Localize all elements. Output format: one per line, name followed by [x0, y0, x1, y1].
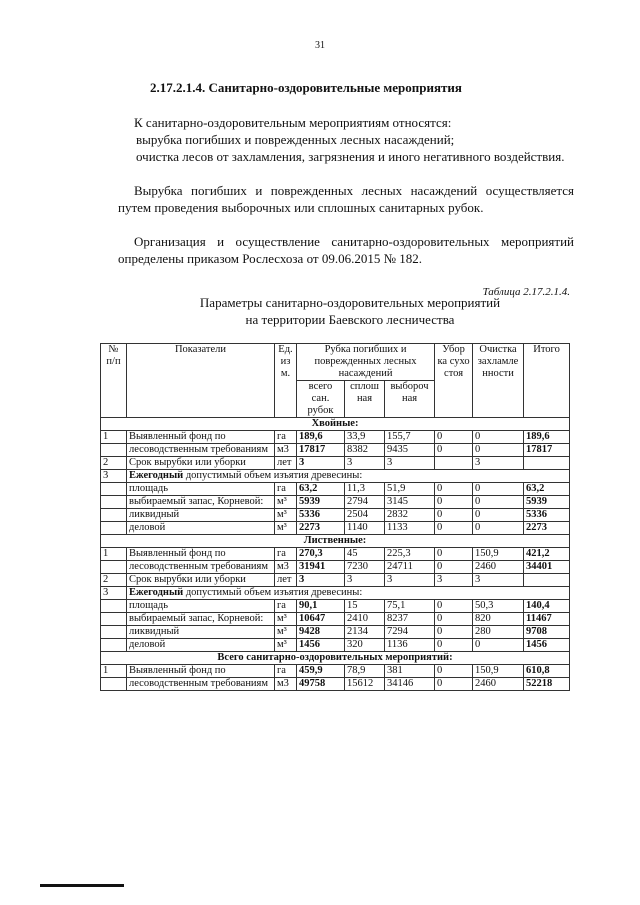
- value-cell: 34401: [524, 561, 570, 574]
- value-cell: [524, 574, 570, 587]
- annual-label-bold: Ежегодный: [129, 470, 184, 481]
- table-row: [101, 483, 570, 496]
- indicator-name: лесоводственным требованиям: [127, 444, 275, 457]
- value-cell: 270,3: [297, 548, 345, 561]
- value-cell: 1140: [345, 522, 385, 535]
- section-heading: 2.17.2.1.4. Санитарно-оздоровительные мероприятия: [150, 80, 462, 95]
- value-cell: 2410: [345, 613, 385, 626]
- header-total: Итого: [524, 344, 570, 418]
- value-cell: 140,4: [524, 600, 570, 613]
- value-cell: 2832: [385, 509, 435, 522]
- value-cell: 189,6: [524, 431, 570, 444]
- value-cell: 24711: [385, 561, 435, 574]
- annual-volume-label: [127, 470, 570, 483]
- section-row: [101, 652, 570, 665]
- table-row: [101, 431, 570, 444]
- value-cell: 0: [435, 431, 473, 444]
- row-number: [101, 509, 127, 522]
- row-number: [101, 496, 127, 509]
- value-cell: 0: [473, 509, 524, 522]
- header-felling: Рубка погибших и поврежденных лесных насаждений: [297, 344, 435, 381]
- table-row: [101, 548, 570, 561]
- unit: лет: [275, 457, 297, 470]
- row-number: [101, 600, 127, 613]
- table-row: [101, 626, 570, 639]
- table-row: [101, 600, 570, 613]
- unit: га: [275, 600, 297, 613]
- row-number: [101, 639, 127, 652]
- value-cell: 0: [435, 496, 473, 509]
- row-number: [101, 483, 127, 496]
- value-cell: 5939: [524, 496, 570, 509]
- value-cell: 0: [435, 548, 473, 561]
- value-cell: 0: [435, 561, 473, 574]
- table-row: [101, 457, 570, 470]
- paragraph-item-cleaning: очистка лесов от захламления, загрязнения и иного негативного воздействия.: [136, 149, 565, 164]
- value-cell: 78,9: [345, 665, 385, 678]
- value-cell: 63,2: [524, 483, 570, 496]
- value-cell: 610,8: [524, 665, 570, 678]
- table-row: [101, 470, 570, 483]
- section-row: [101, 535, 570, 548]
- value-cell: 0: [473, 522, 524, 535]
- table-row: [101, 665, 570, 678]
- table-row: [101, 639, 570, 652]
- row-number: [101, 613, 127, 626]
- value-cell: 9428: [297, 626, 345, 639]
- value-cell: 3: [473, 574, 524, 587]
- paragraph-item-felling: вырубка погибших и поврежденных лесных насаждений;: [136, 132, 455, 147]
- unit: м³: [275, 639, 297, 652]
- indicator-name: Срок вырубки или уборки: [127, 574, 275, 587]
- row-number: 2: [101, 574, 127, 587]
- unit: га: [275, 431, 297, 444]
- indicator-name: ликвидный: [127, 509, 275, 522]
- value-cell: 0: [435, 509, 473, 522]
- value-cell: 0: [473, 483, 524, 496]
- section-row: [101, 418, 570, 431]
- value-cell: 1456: [297, 639, 345, 652]
- unit: м3: [275, 561, 297, 574]
- value-cell: 15: [345, 600, 385, 613]
- annual-label-rest: допустимый объем изъятия древесины:: [183, 470, 363, 481]
- table-title-line-2: на территории Баевского лесничества: [245, 312, 455, 327]
- value-cell: 52218: [524, 678, 570, 691]
- value-cell: 0: [473, 496, 524, 509]
- row-number: 1: [101, 548, 127, 561]
- value-cell: 225,3: [385, 548, 435, 561]
- table-row: [101, 587, 570, 600]
- value-cell: 0: [435, 522, 473, 535]
- section-title: Хвойные:: [101, 418, 570, 431]
- unit: га: [275, 483, 297, 496]
- value-cell: 5336: [297, 509, 345, 522]
- value-cell: 459,9: [297, 665, 345, 678]
- value-cell: 2460: [473, 678, 524, 691]
- value-cell: 150,9: [473, 548, 524, 561]
- paragraph-organization: Организация и осуществление санитарно-оздоровительных мероприятий определены приказом Рослесхоза от 09.06.2015 № 182.: [118, 234, 574, 266]
- section-title: Лиственные:: [101, 535, 570, 548]
- indicator-name: выбираемый запас, Корневой:: [127, 496, 275, 509]
- indicator-name: Срок вырубки или уборки: [127, 457, 275, 470]
- value-cell: 51,9: [385, 483, 435, 496]
- row-number: [101, 522, 127, 535]
- indicator-name: деловой: [127, 522, 275, 535]
- paragraph-intro: К санитарно-оздоровительным мероприятиям относятся:: [134, 115, 452, 130]
- value-cell: 0: [435, 483, 473, 496]
- value-cell: 5939: [297, 496, 345, 509]
- table-title: [0, 294, 640, 328]
- value-cell: 45: [345, 548, 385, 561]
- value-cell: 820: [473, 613, 524, 626]
- header-unit: Ед. из м.: [275, 344, 297, 418]
- value-cell: 50,3: [473, 600, 524, 613]
- value-cell: 33,9: [345, 431, 385, 444]
- header-number: № п/п: [101, 344, 127, 418]
- value-cell: 155,7: [385, 431, 435, 444]
- value-cell: 2794: [345, 496, 385, 509]
- value-cell: 7294: [385, 626, 435, 639]
- table-row: [101, 678, 570, 691]
- table-row: [101, 561, 570, 574]
- value-cell: 0: [435, 626, 473, 639]
- value-cell: 8237: [385, 613, 435, 626]
- unit: га: [275, 665, 297, 678]
- annual-label-rest: допустимый объем изъятия древесины:: [183, 587, 363, 598]
- footer-rule: [40, 884, 124, 887]
- value-cell: [435, 457, 473, 470]
- value-cell: 10647: [297, 613, 345, 626]
- indicator-name: площадь: [127, 600, 275, 613]
- row-number: [101, 678, 127, 691]
- header-dead-removal: Убор ка сухо стоя: [435, 344, 473, 418]
- parameters-table: [100, 343, 570, 691]
- unit: м³: [275, 522, 297, 535]
- value-cell: 280: [473, 626, 524, 639]
- annual-volume-label: [127, 587, 570, 600]
- table-number: Таблица 2.17.2.1.4.: [482, 286, 570, 298]
- unit: лет: [275, 574, 297, 587]
- indicator-name: площадь: [127, 483, 275, 496]
- row-number: [101, 561, 127, 574]
- table-row: [101, 496, 570, 509]
- value-cell: 0: [435, 600, 473, 613]
- value-cell: 3: [385, 457, 435, 470]
- indicator-name: выбираемый запас, Корневой:: [127, 613, 275, 626]
- value-cell: 2273: [297, 522, 345, 535]
- annual-label-bold: Ежегодный: [129, 587, 184, 598]
- row-number: [101, 444, 127, 457]
- value-cell: 150,9: [473, 665, 524, 678]
- value-cell: 421,2: [524, 548, 570, 561]
- value-cell: 1133: [385, 522, 435, 535]
- value-cell: 15612: [345, 678, 385, 691]
- value-cell: 17817: [524, 444, 570, 457]
- indicator-name: ликвидный: [127, 626, 275, 639]
- unit: м³: [275, 613, 297, 626]
- unit: м³: [275, 509, 297, 522]
- value-cell: 3: [297, 574, 345, 587]
- row-number: 3: [101, 587, 127, 600]
- value-cell: 1456: [524, 639, 570, 652]
- indicator-name: деловой: [127, 639, 275, 652]
- row-number: 1: [101, 431, 127, 444]
- value-cell: 31941: [297, 561, 345, 574]
- value-cell: 0: [473, 639, 524, 652]
- value-cell: 1136: [385, 639, 435, 652]
- value-cell: 0: [473, 431, 524, 444]
- value-cell: 63,2: [297, 483, 345, 496]
- value-cell: 3: [435, 574, 473, 587]
- unit: га: [275, 548, 297, 561]
- value-cell: 3: [297, 457, 345, 470]
- table-row: [101, 574, 570, 587]
- value-cell: [524, 457, 570, 470]
- indicator-name: лесоводственным требованиям: [127, 678, 275, 691]
- value-cell: 9708: [524, 626, 570, 639]
- value-cell: 3: [385, 574, 435, 587]
- table-row: [101, 613, 570, 626]
- row-number: 1: [101, 665, 127, 678]
- value-cell: 3: [345, 457, 385, 470]
- value-cell: 8382: [345, 444, 385, 457]
- value-cell: 0: [435, 613, 473, 626]
- value-cell: 2134: [345, 626, 385, 639]
- value-cell: 90,1: [297, 600, 345, 613]
- value-cell: 2460: [473, 561, 524, 574]
- value-cell: 0: [435, 639, 473, 652]
- value-cell: 11,3: [345, 483, 385, 496]
- indicator-name: Выявленный фонд по: [127, 431, 275, 444]
- table-row: [101, 522, 570, 535]
- unit: м3: [275, 678, 297, 691]
- value-cell: 9435: [385, 444, 435, 457]
- value-cell: 3145: [385, 496, 435, 509]
- value-cell: 49758: [297, 678, 345, 691]
- value-cell: 75,1: [385, 600, 435, 613]
- row-number: [101, 626, 127, 639]
- unit: м3: [275, 444, 297, 457]
- value-cell: 5336: [524, 509, 570, 522]
- header-selective-felling: выбороч ная: [385, 381, 435, 418]
- value-cell: 11467: [524, 613, 570, 626]
- table-row: [101, 509, 570, 522]
- paragraph-felling-method: Вырубка погибших и поврежденных лесных насаждений осуществляется путем проведения выборочных или сплошных санитарных рубок.: [118, 183, 574, 215]
- indicator-name: лесоводственным требованиям: [127, 561, 275, 574]
- unit: м³: [275, 626, 297, 639]
- value-cell: 189,6: [297, 431, 345, 444]
- row-number: 2: [101, 457, 127, 470]
- header-cleanup: Очистка захламле нности: [473, 344, 524, 418]
- value-cell: 2273: [524, 522, 570, 535]
- value-cell: 320: [345, 639, 385, 652]
- value-cell: 2504: [345, 509, 385, 522]
- indicator-name: Выявленный фонд по: [127, 548, 275, 561]
- value-cell: 0: [435, 665, 473, 678]
- indicator-name: Выявленный фонд по: [127, 665, 275, 678]
- unit: м³: [275, 496, 297, 509]
- value-cell: 0: [473, 444, 524, 457]
- value-cell: 0: [435, 678, 473, 691]
- page-number: 31: [315, 40, 325, 51]
- value-cell: 0: [435, 444, 473, 457]
- row-number: 3: [101, 470, 127, 483]
- table-row: [101, 444, 570, 457]
- value-cell: 17817: [297, 444, 345, 457]
- value-cell: 34146: [385, 678, 435, 691]
- value-cell: 3: [345, 574, 385, 587]
- header-total-sanitary: всего сан. рубок: [297, 381, 345, 418]
- table-title-line-1: Параметры санитарно-оздоровительных мероприятий: [199, 295, 501, 310]
- header-indicator: Показатели: [127, 344, 275, 418]
- header-clear-felling: сплош ная: [345, 381, 385, 418]
- section-title: Всего санитарно-оздоровительных мероприятий:: [101, 652, 570, 665]
- value-cell: 3: [473, 457, 524, 470]
- value-cell: 7230: [345, 561, 385, 574]
- value-cell: 381: [385, 665, 435, 678]
- table-header-row: [101, 344, 570, 381]
